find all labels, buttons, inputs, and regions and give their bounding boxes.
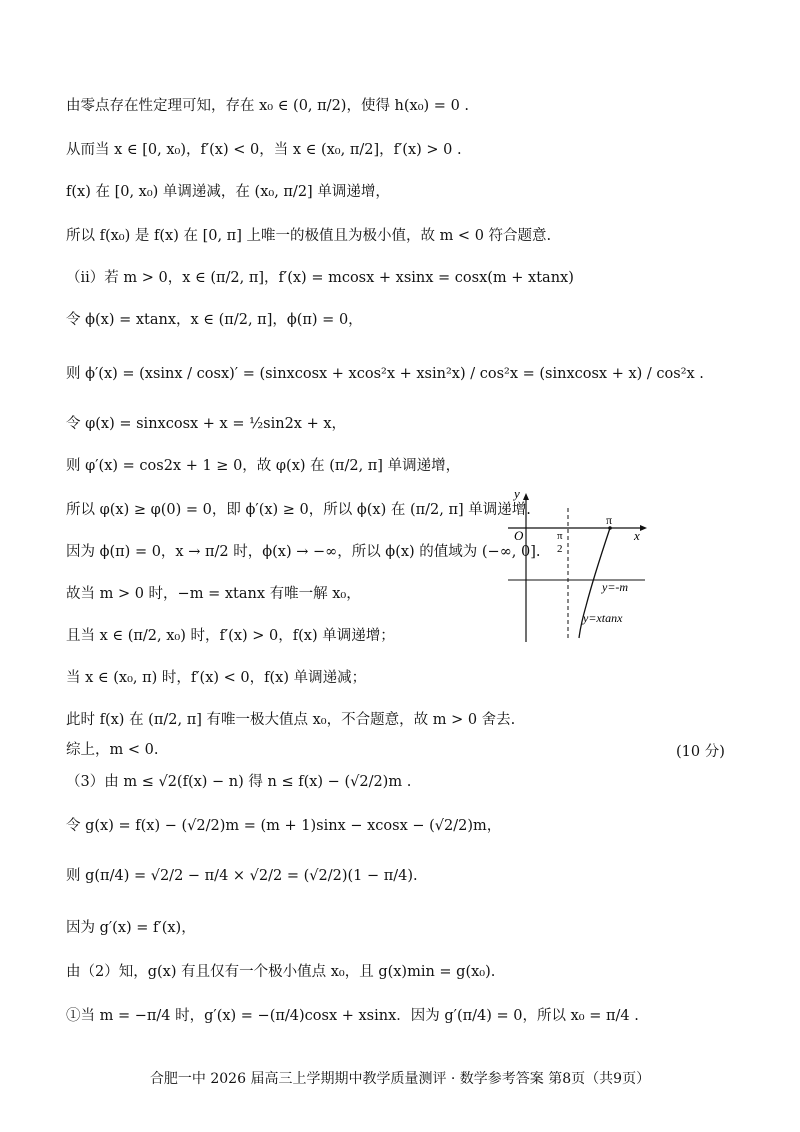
- line-7: 则 ϕ′(x) = (xsinx / cosx)′ = (sinxcosx + xcos²x + xsin²x) / cos²x = (sinxcosx + x) / cos²x .: [66, 366, 704, 382]
- label-y-xtanx: y=xtanx: [583, 611, 623, 625]
- line-20: 因为 g′(x) = f′(x)，: [66, 920, 196, 936]
- tick-half-pi-num: π: [557, 530, 563, 542]
- line-22: ①当 m = −π/4 时，g′(x) = −(π/4)cosx + xsinx．因为 g′(π/4) = 0，所以 x₀ = π/4 .: [66, 1008, 639, 1024]
- line-9: 则 φ′(x) = cos2x + 1 ≥ 0，故 φ(x) 在 (π/2, π] 单调递增，: [66, 458, 461, 474]
- origin-label: O: [514, 528, 524, 543]
- axis-x-label: x: [634, 528, 640, 543]
- line-3: f(x) 在 [0, x₀) 单调递减，在 (x₀, π/2] 单调递增，: [66, 184, 390, 200]
- line-17: （3）由 m ≤ √2(f(x) − n) 得 n ≤ f(x) − (√2/2)m .: [66, 774, 412, 790]
- label-y-minus-m: y=-m: [602, 580, 629, 594]
- line-4: 所以 f(x₀) 是 f(x) 在 [0, π] 上唯一的极值且为极小值，故 m < 0 符合题意.: [66, 228, 552, 244]
- x-axis-arrow: [640, 525, 647, 531]
- line-11: 因为 ϕ(π) = 0，x → π/2 时，ϕ(x) → −∞，所以 ϕ(x) 的值域为 (−∞, 0].: [66, 544, 541, 560]
- line-16: 综上，m < 0.: [66, 742, 159, 758]
- line-6: 令 ϕ(x) = xtanx，x ∈ (π/2, π]，ϕ(π) = 0，: [66, 312, 363, 328]
- line-14: 当 x ∈ (x₀, π) 时，f′(x) < 0，f(x) 单调递减；: [66, 670, 367, 686]
- score-mark: (10 分): [676, 744, 725, 760]
- line-2: 从而当 x ∈ [0, x₀)，f′(x) < 0，当 x ∈ (x₀, π/2]，f′(x) > 0 .: [66, 142, 462, 158]
- axis-y-label: y: [514, 488, 520, 501]
- tick-pi-label: π: [606, 513, 613, 527]
- line-1: 由零点存在性定理可知，存在 x₀ ∈ (0, π/2)，使得 h(x₀) = 0 .: [66, 98, 470, 114]
- line-13: 且当 x ∈ (π/2, x₀) 时，f′(x) > 0，f(x) 单调递增；: [66, 628, 395, 644]
- line-12: 故当 m > 0 时，−m = xtanx 有唯一解 x₀，: [66, 586, 361, 602]
- line-10: 所以 φ(x) ≥ φ(0) = 0，即 ϕ′(x) ≥ 0，所以 ϕ(x) 在 (π/2, π] 单调递增.: [66, 502, 531, 518]
- function-graph: [500, 488, 660, 648]
- line-19: 则 g(π/4) = √2/2 − π/4 × √2/2 = (√2/2)(1 − π/4).: [66, 868, 418, 884]
- line-8: 令 φ(x) = sinxcosx + x = ½sin2x + x，: [66, 416, 347, 432]
- page-footer: 合肥一中 2026 届高三上学期期中教学质量测评 · 数学参考答案 第8页（共9页）: [149, 1071, 651, 1087]
- line-5: （ii）若 m > 0，x ∈ (π/2, π]，f′(x) = mcosx + xsinx = cosx(m + xtanx): [66, 270, 574, 286]
- line-15: 此时 f(x) 在 (π/2, π] 有唯一极大值点 x₀，不合题意，故 m > 0 舍去.: [66, 712, 516, 728]
- tick-half-pi-den: 2: [557, 543, 563, 555]
- y-axis-arrow: [523, 493, 529, 500]
- line-18: 令 g(x) = f(x) − (√2/2)m = (m + 1)sinx − xcosx − (√2/2)m，: [66, 818, 502, 834]
- line-21: 由（2）知，g(x) 有且仅有一个极小值点 x₀，且 g(x)min = g(x₀).: [66, 964, 496, 980]
